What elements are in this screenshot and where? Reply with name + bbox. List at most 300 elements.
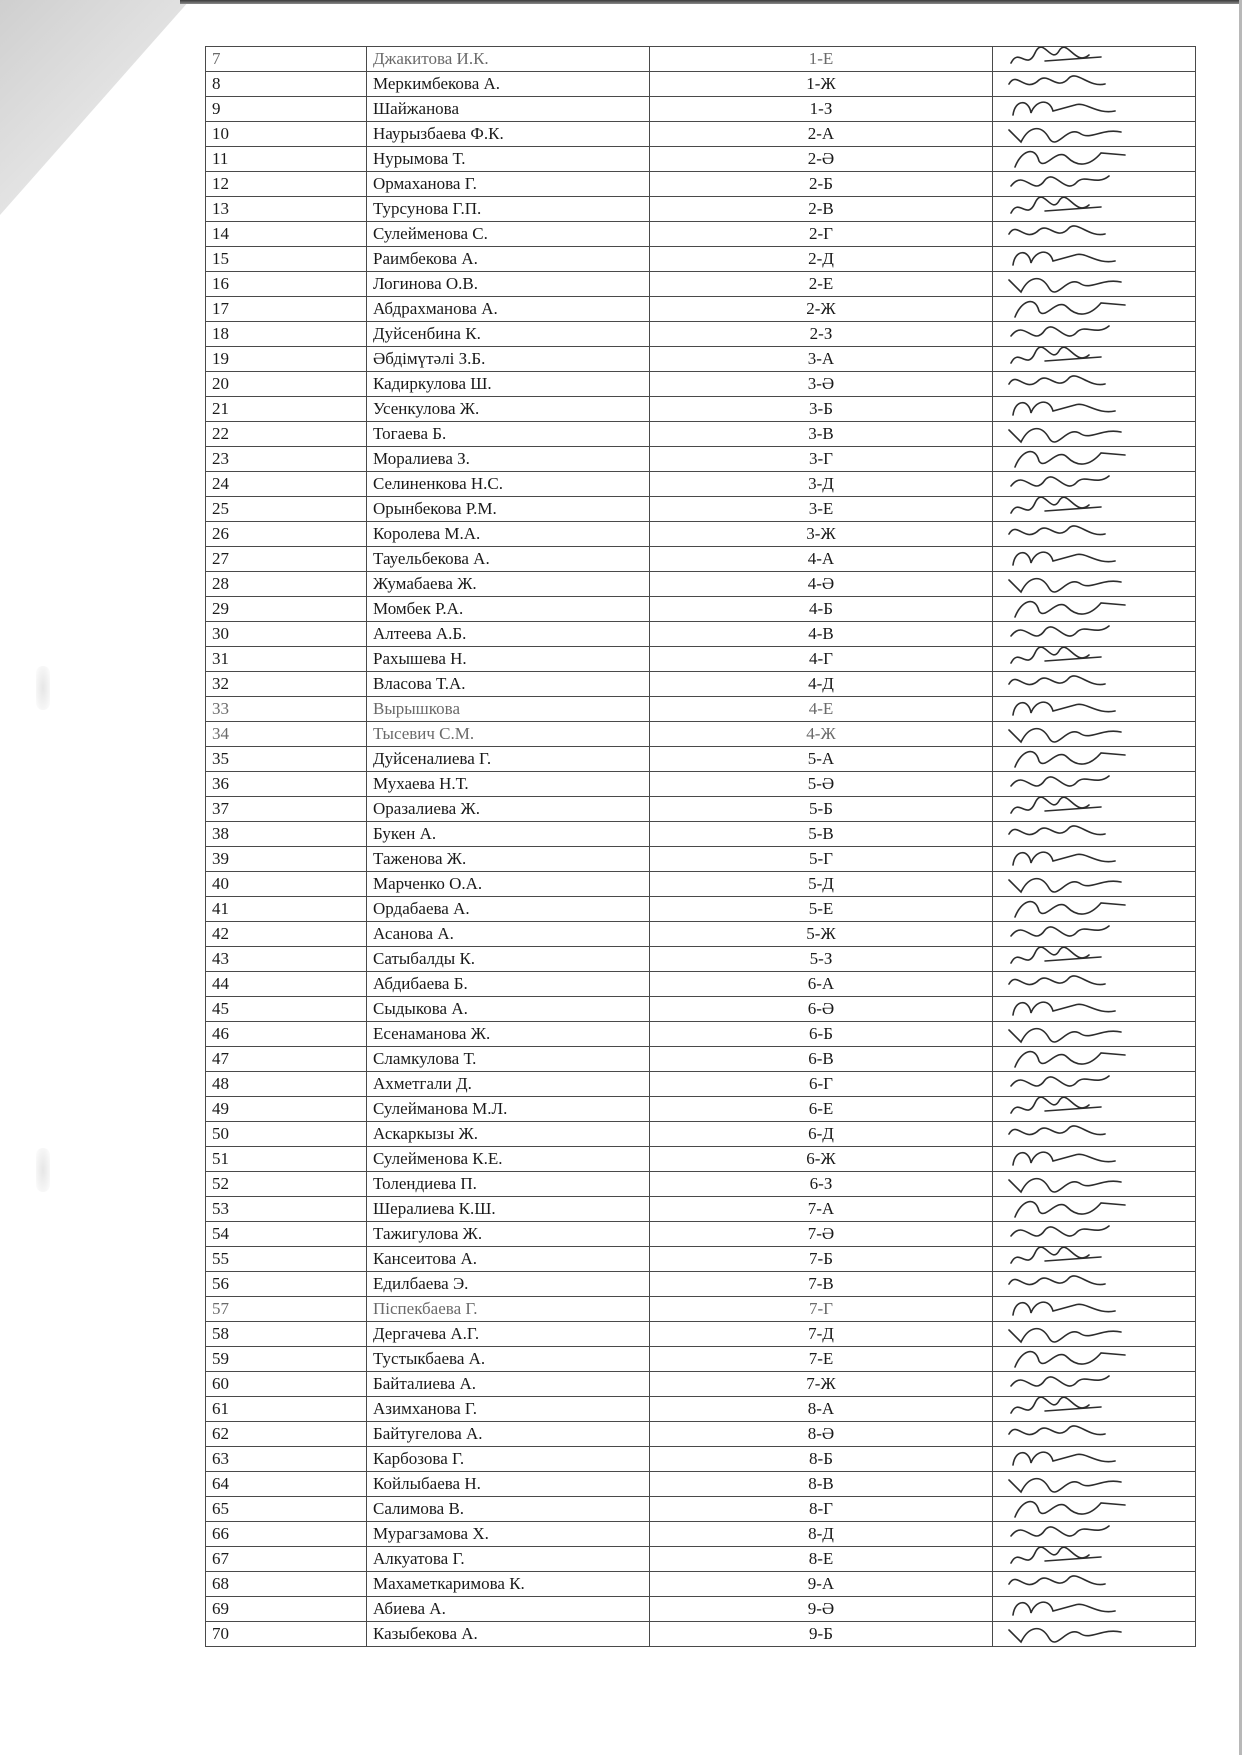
table-row bbox=[206, 872, 1196, 897]
handwritten-signature bbox=[995, 1047, 1145, 1072]
signature-cell bbox=[993, 97, 1196, 122]
handwritten-signature bbox=[995, 1097, 1145, 1122]
row-number: 21 bbox=[206, 397, 367, 422]
signature-cell bbox=[993, 1547, 1196, 1572]
teacher-name: Кансеитова А. bbox=[367, 1247, 650, 1272]
signature-stroke bbox=[1009, 879, 1121, 892]
class-label: 1-Е bbox=[650, 47, 993, 72]
class-label: 2-А bbox=[650, 122, 993, 147]
teacher-name: Вырышкова bbox=[367, 697, 650, 722]
teacher-name: Сулейменова К.Е. bbox=[367, 1147, 650, 1172]
table-row bbox=[206, 1022, 1196, 1047]
signature-stroke bbox=[1009, 1576, 1105, 1585]
row-number: 25 bbox=[206, 497, 367, 522]
punch-hole-mark bbox=[36, 1148, 50, 1192]
row-number: 54 bbox=[206, 1222, 367, 1247]
class-label: 5-Ә bbox=[650, 772, 993, 797]
row-number: 53 bbox=[206, 1197, 367, 1222]
class-label: 4-В bbox=[650, 622, 993, 647]
signature-cell bbox=[993, 347, 1196, 372]
row-number: 12 bbox=[206, 172, 367, 197]
handwritten-signature bbox=[995, 597, 1145, 622]
table-row bbox=[206, 1322, 1196, 1347]
signature-stroke bbox=[1011, 926, 1109, 936]
class-label: 2-Е bbox=[650, 272, 993, 297]
row-number: 47 bbox=[206, 1047, 367, 1072]
signature-cell bbox=[993, 247, 1196, 272]
class-label: 8-Е bbox=[650, 1547, 993, 1572]
handwritten-signature bbox=[995, 472, 1145, 497]
table-row bbox=[206, 72, 1196, 97]
class-label: 4-Г bbox=[650, 647, 993, 672]
class-label: 5-Е bbox=[650, 897, 993, 922]
handwritten-signature bbox=[995, 197, 1145, 222]
teacher-name: Карбозова Г. bbox=[367, 1447, 650, 1472]
signature-cell bbox=[993, 1272, 1196, 1297]
teacher-name: Дуйсенбина К. bbox=[367, 322, 650, 347]
handwritten-signature bbox=[995, 397, 1145, 422]
table-row bbox=[206, 672, 1196, 697]
table-row bbox=[206, 47, 1196, 72]
teacher-name: Тажигулова Ж. bbox=[367, 1222, 650, 1247]
row-number: 61 bbox=[206, 1397, 367, 1422]
handwritten-signature bbox=[995, 1197, 1145, 1222]
signature-cell bbox=[993, 1447, 1196, 1472]
row-number: 49 bbox=[206, 1097, 367, 1122]
signature-cell bbox=[993, 72, 1196, 97]
row-number: 8 bbox=[206, 72, 367, 97]
class-label: 8-Д bbox=[650, 1522, 993, 1547]
table-row bbox=[206, 1222, 1196, 1247]
row-number: 10 bbox=[206, 122, 367, 147]
handwritten-signature bbox=[995, 1547, 1145, 1572]
signature-stroke bbox=[1009, 129, 1121, 142]
teacher-name: Оразалиева Ж. bbox=[367, 797, 650, 822]
row-number: 13 bbox=[206, 197, 367, 222]
signature-stroke bbox=[1009, 729, 1121, 742]
table-row bbox=[206, 1372, 1196, 1397]
table-row bbox=[206, 622, 1196, 647]
signature-stroke bbox=[1009, 76, 1105, 85]
handwritten-signature bbox=[995, 1347, 1145, 1372]
class-label: 1-Ж bbox=[650, 72, 993, 97]
class-label: 3-Б bbox=[650, 397, 993, 422]
teacher-name: Алкуатова Г. bbox=[367, 1547, 650, 1572]
teacher-name: Койлыбаева Н. bbox=[367, 1472, 650, 1497]
signature-roster-table bbox=[205, 46, 1196, 1647]
class-label: 5-В bbox=[650, 822, 993, 847]
signature-cell bbox=[993, 272, 1196, 297]
handwritten-signature bbox=[995, 1522, 1145, 1547]
class-label: 3-В bbox=[650, 422, 993, 447]
table-row bbox=[206, 172, 1196, 197]
signature-stroke bbox=[1015, 1202, 1125, 1217]
teacher-name: Сыдыкова А. bbox=[367, 997, 650, 1022]
class-label: 3-Г bbox=[650, 447, 993, 472]
teacher-name: Букен А. bbox=[367, 822, 650, 847]
signature-cell bbox=[993, 497, 1196, 522]
signature-stroke bbox=[1009, 1126, 1105, 1135]
handwritten-signature bbox=[995, 447, 1145, 472]
table-row bbox=[206, 447, 1196, 472]
table-row bbox=[206, 497, 1196, 522]
signature-cell bbox=[993, 997, 1196, 1022]
teacher-name: Азимханова Г. bbox=[367, 1397, 650, 1422]
handwritten-signature bbox=[995, 1397, 1145, 1422]
table-row bbox=[206, 1522, 1196, 1547]
signature-cell bbox=[993, 322, 1196, 347]
signature-cell bbox=[993, 1122, 1196, 1147]
table-row bbox=[206, 1422, 1196, 1447]
row-number: 30 bbox=[206, 622, 367, 647]
table-row bbox=[206, 972, 1196, 997]
row-number: 62 bbox=[206, 1422, 367, 1447]
signature-cell bbox=[993, 697, 1196, 722]
teacher-name: Кадиркулова Ш. bbox=[367, 372, 650, 397]
row-number: 63 bbox=[206, 1447, 367, 1472]
teacher-name: Едилбаева Э. bbox=[367, 1272, 650, 1297]
table-row bbox=[206, 1197, 1196, 1222]
handwritten-signature bbox=[995, 1322, 1145, 1347]
table-row bbox=[206, 772, 1196, 797]
roster-body bbox=[206, 47, 1196, 1647]
teacher-name: Піспекбаева Г. bbox=[367, 1297, 650, 1322]
handwritten-signature bbox=[995, 922, 1145, 947]
class-label: 6-Е bbox=[650, 1097, 993, 1122]
class-label: 1-З bbox=[650, 97, 993, 122]
table-row bbox=[206, 722, 1196, 747]
teacher-name: Ахметгали Д. bbox=[367, 1072, 650, 1097]
table-row bbox=[206, 597, 1196, 622]
signature-cell bbox=[993, 622, 1196, 647]
table-row bbox=[206, 797, 1196, 822]
class-label: 8-А bbox=[650, 1397, 993, 1422]
signature-stroke bbox=[1011, 626, 1109, 636]
teacher-name: Турсунова Г.П. bbox=[367, 197, 650, 222]
table-row bbox=[206, 1247, 1196, 1272]
row-number: 48 bbox=[206, 1072, 367, 1097]
teacher-name: Дуйсеналиева Г. bbox=[367, 747, 650, 772]
table-row bbox=[206, 922, 1196, 947]
row-number: 39 bbox=[206, 847, 367, 872]
signature-stroke bbox=[1011, 176, 1109, 186]
signature-stroke bbox=[1009, 279, 1121, 292]
handwritten-signature bbox=[995, 322, 1145, 347]
teacher-name: Салимова В. bbox=[367, 1497, 650, 1522]
table-row bbox=[206, 422, 1196, 447]
signature-cell bbox=[993, 1372, 1196, 1397]
class-label: 6-З bbox=[650, 1172, 993, 1197]
teacher-name: Тустыкбаева А. bbox=[367, 1347, 650, 1372]
signature-stroke bbox=[1009, 1179, 1121, 1192]
handwritten-signature bbox=[995, 247, 1145, 272]
handwritten-signature bbox=[995, 1297, 1145, 1322]
teacher-name: Нурымова Т. bbox=[367, 147, 650, 172]
table-row bbox=[206, 1622, 1196, 1647]
table-row bbox=[206, 1547, 1196, 1572]
teacher-name: Ордабаева А. bbox=[367, 897, 650, 922]
row-number: 56 bbox=[206, 1272, 367, 1297]
class-label: 3-Ж bbox=[650, 522, 993, 547]
teacher-name: Шайжанова bbox=[367, 97, 650, 122]
signature-stroke bbox=[1011, 1226, 1109, 1236]
table-row bbox=[206, 297, 1196, 322]
table-row bbox=[206, 1472, 1196, 1497]
table-row bbox=[206, 222, 1196, 247]
row-number: 23 bbox=[206, 447, 367, 472]
class-label: 4-Ә bbox=[650, 572, 993, 597]
class-label: 7-А bbox=[650, 1197, 993, 1222]
class-label: 6-Д bbox=[650, 1122, 993, 1147]
signature-stroke bbox=[1011, 476, 1109, 486]
class-label: 2-Ж bbox=[650, 297, 993, 322]
class-label: 7-Ә bbox=[650, 1222, 993, 1247]
row-number: 16 bbox=[206, 272, 367, 297]
row-number: 19 bbox=[206, 347, 367, 372]
row-number: 34 bbox=[206, 722, 367, 747]
signature-cell bbox=[993, 572, 1196, 597]
handwritten-signature bbox=[995, 422, 1145, 447]
signature-stroke bbox=[1011, 1397, 1101, 1413]
signature-cell bbox=[993, 947, 1196, 972]
teacher-name: Тогаева Б. bbox=[367, 422, 650, 447]
table-row bbox=[206, 847, 1196, 872]
handwritten-signature bbox=[995, 1447, 1145, 1472]
teacher-name: Алтеева А.Б. bbox=[367, 622, 650, 647]
table-row bbox=[206, 472, 1196, 497]
handwritten-signature bbox=[995, 1622, 1145, 1647]
handwritten-signature bbox=[995, 622, 1145, 647]
teacher-name: Рахышева Н. bbox=[367, 647, 650, 672]
teacher-name: Усенкулова Ж. bbox=[367, 397, 650, 422]
class-label: 6-А bbox=[650, 972, 993, 997]
signature-cell bbox=[993, 847, 1196, 872]
row-number: 41 bbox=[206, 897, 367, 922]
row-number: 60 bbox=[206, 1372, 367, 1397]
signature-stroke bbox=[1009, 1426, 1105, 1435]
signature-cell bbox=[993, 1072, 1196, 1097]
table-row bbox=[206, 197, 1196, 222]
handwritten-signature bbox=[995, 1072, 1145, 1097]
handwritten-signature bbox=[995, 672, 1145, 697]
signature-cell bbox=[993, 122, 1196, 147]
signature-stroke bbox=[1011, 947, 1101, 963]
table-row bbox=[206, 547, 1196, 572]
row-number: 58 bbox=[206, 1322, 367, 1347]
signature-cell bbox=[993, 722, 1196, 747]
handwritten-signature bbox=[995, 697, 1145, 722]
signature-stroke bbox=[1011, 347, 1101, 363]
table-row bbox=[206, 322, 1196, 347]
class-label: 4-Е bbox=[650, 697, 993, 722]
handwritten-signature bbox=[995, 772, 1145, 797]
table-row bbox=[206, 247, 1196, 272]
class-label: 8-В bbox=[650, 1472, 993, 1497]
class-label: 3-Ә bbox=[650, 372, 993, 397]
row-number: 55 bbox=[206, 1247, 367, 1272]
signature-stroke bbox=[1011, 1076, 1109, 1086]
table-row bbox=[206, 997, 1196, 1022]
handwritten-signature bbox=[995, 122, 1145, 147]
signature-stroke bbox=[1013, 1602, 1115, 1615]
signature-stroke bbox=[1015, 1502, 1125, 1517]
class-label: 7-Г bbox=[650, 1297, 993, 1322]
row-number: 68 bbox=[206, 1572, 367, 1597]
teacher-name: Байтугелова А. bbox=[367, 1422, 650, 1447]
signature-cell bbox=[993, 672, 1196, 697]
table-row bbox=[206, 372, 1196, 397]
signature-stroke bbox=[1013, 1302, 1115, 1315]
signature-stroke bbox=[1013, 852, 1115, 865]
teacher-name: Сулейменова С. bbox=[367, 222, 650, 247]
row-number: 59 bbox=[206, 1347, 367, 1372]
handwritten-signature bbox=[995, 972, 1145, 997]
teacher-name: Жумабаева Ж. bbox=[367, 572, 650, 597]
row-number: 36 bbox=[206, 772, 367, 797]
signature-stroke bbox=[1015, 152, 1125, 167]
class-label: 5-Д bbox=[650, 872, 993, 897]
teacher-name: Махаметкаримова К. bbox=[367, 1572, 650, 1597]
handwritten-signature bbox=[995, 272, 1145, 297]
signature-cell bbox=[993, 1572, 1196, 1597]
class-label: 6-Ә bbox=[650, 997, 993, 1022]
signature-stroke bbox=[1011, 1376, 1109, 1386]
signature-cell bbox=[993, 822, 1196, 847]
class-label: 3-Е bbox=[650, 497, 993, 522]
signature-cell bbox=[993, 922, 1196, 947]
row-number: 20 bbox=[206, 372, 367, 397]
row-number: 28 bbox=[206, 572, 367, 597]
table-row bbox=[206, 572, 1196, 597]
teacher-name: Абиева А. bbox=[367, 1597, 650, 1622]
signature-stroke bbox=[1009, 429, 1121, 442]
signature-stroke bbox=[1011, 326, 1109, 336]
signature-cell bbox=[993, 422, 1196, 447]
teacher-name: Абдрахманова А. bbox=[367, 297, 650, 322]
table-row bbox=[206, 1097, 1196, 1122]
table-row bbox=[206, 272, 1196, 297]
teacher-name: Шералиева К.Ш. bbox=[367, 1197, 650, 1222]
signature-stroke bbox=[1009, 826, 1105, 835]
row-number: 15 bbox=[206, 247, 367, 272]
class-label: 7-В bbox=[650, 1272, 993, 1297]
signature-cell bbox=[993, 522, 1196, 547]
signature-cell bbox=[993, 447, 1196, 472]
signature-cell bbox=[993, 1147, 1196, 1172]
class-label: 5-А bbox=[650, 747, 993, 772]
handwritten-signature bbox=[995, 997, 1145, 1022]
handwritten-signature bbox=[995, 1597, 1145, 1622]
signature-stroke bbox=[1009, 1329, 1121, 1342]
table-row bbox=[206, 1072, 1196, 1097]
handwritten-signature bbox=[995, 1472, 1145, 1497]
class-label: 6-Б bbox=[650, 1022, 993, 1047]
handwritten-signature bbox=[995, 1422, 1145, 1447]
row-number: 14 bbox=[206, 222, 367, 247]
teacher-name: Әбдімүтәлі З.Б. bbox=[367, 347, 650, 372]
table-row bbox=[206, 647, 1196, 672]
teacher-name: Абдибаева Б. bbox=[367, 972, 650, 997]
signature-stroke bbox=[1009, 579, 1121, 592]
handwritten-signature bbox=[995, 897, 1145, 922]
table-row bbox=[206, 697, 1196, 722]
table-row bbox=[206, 1397, 1196, 1422]
class-label: 2-Г bbox=[650, 222, 993, 247]
class-label: 7-Ж bbox=[650, 1372, 993, 1397]
scan-corner-fold bbox=[0, 0, 190, 215]
signature-cell bbox=[993, 747, 1196, 772]
teacher-name: Толендиева П. bbox=[367, 1172, 650, 1197]
table-row bbox=[206, 1172, 1196, 1197]
row-number: 52 bbox=[206, 1172, 367, 1197]
table-row bbox=[206, 147, 1196, 172]
teacher-name: Мурагзамова Х. bbox=[367, 1522, 650, 1547]
signature-cell bbox=[993, 1172, 1196, 1197]
row-number: 66 bbox=[206, 1522, 367, 1547]
handwritten-signature bbox=[995, 222, 1145, 247]
handwritten-signature bbox=[995, 1247, 1145, 1272]
signature-stroke bbox=[1013, 102, 1115, 115]
teacher-name: Тысевич С.М. bbox=[367, 722, 650, 747]
signature-stroke bbox=[1011, 1526, 1109, 1536]
row-number: 43 bbox=[206, 947, 367, 972]
row-number: 44 bbox=[206, 972, 367, 997]
handwritten-signature bbox=[995, 97, 1145, 122]
signature-cell bbox=[993, 372, 1196, 397]
row-number: 33 bbox=[206, 697, 367, 722]
handwritten-signature bbox=[995, 1122, 1145, 1147]
class-label: 2-Ә bbox=[650, 147, 993, 172]
teacher-name: Аскаркызы Ж. bbox=[367, 1122, 650, 1147]
handwritten-signature bbox=[995, 847, 1145, 872]
signature-stroke bbox=[1015, 902, 1125, 917]
signature-stroke bbox=[1011, 47, 1101, 63]
row-number: 67 bbox=[206, 1547, 367, 1572]
table-row bbox=[206, 1047, 1196, 1072]
class-label: 6-Ж bbox=[650, 1147, 993, 1172]
signature-cell bbox=[993, 897, 1196, 922]
table-row bbox=[206, 1597, 1196, 1622]
signature-cell bbox=[993, 1397, 1196, 1422]
scan-top-shadow bbox=[180, 0, 1242, 4]
handwritten-signature bbox=[995, 1172, 1145, 1197]
teacher-name: Мухаева Н.Т. bbox=[367, 772, 650, 797]
signature-stroke bbox=[1009, 1479, 1121, 1492]
signature-cell bbox=[993, 472, 1196, 497]
signature-cell bbox=[993, 1097, 1196, 1122]
signature-stroke bbox=[1015, 1052, 1125, 1067]
teacher-name: Таженова Ж. bbox=[367, 847, 650, 872]
class-label: 5-Г bbox=[650, 847, 993, 872]
row-number: 64 bbox=[206, 1472, 367, 1497]
class-label: 8-Б bbox=[650, 1447, 993, 1472]
teacher-name: Наурызбаева Ф.К. bbox=[367, 122, 650, 147]
row-number: 50 bbox=[206, 1122, 367, 1147]
table-row bbox=[206, 397, 1196, 422]
row-number: 17 bbox=[206, 297, 367, 322]
signature-cell bbox=[993, 772, 1196, 797]
signature-stroke bbox=[1013, 402, 1115, 415]
table-row bbox=[206, 1447, 1196, 1472]
teacher-name: Власова Т.А. bbox=[367, 672, 650, 697]
row-number: 11 bbox=[206, 147, 367, 172]
handwritten-signature bbox=[995, 172, 1145, 197]
class-label: 8-Г bbox=[650, 1497, 993, 1522]
handwritten-signature bbox=[995, 1147, 1145, 1172]
handwritten-signature bbox=[995, 72, 1145, 97]
signature-cell bbox=[993, 1222, 1196, 1247]
table-row bbox=[206, 897, 1196, 922]
